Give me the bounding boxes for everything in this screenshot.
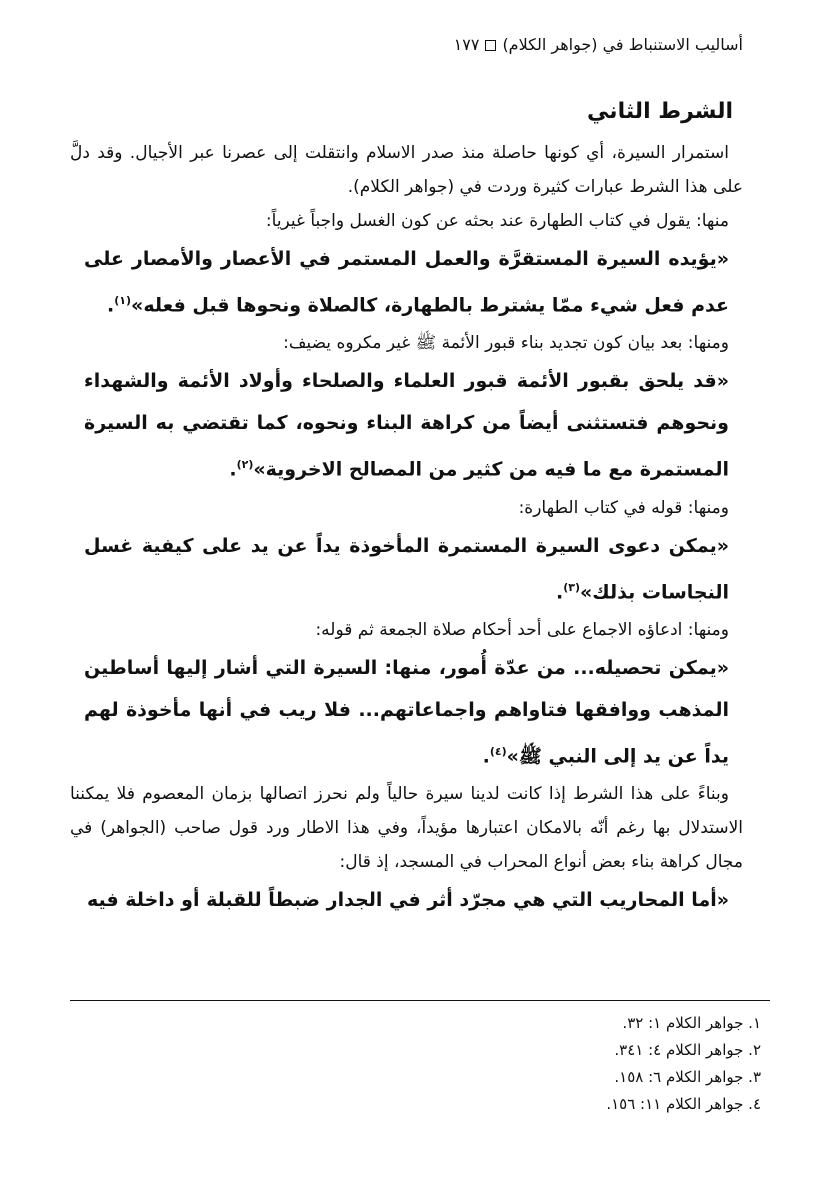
quote-1-text: «يؤيده السيرة المستقرَّة والعمل المستمر في الأعصار والأمصار على عدم فعل شيء ممّا يشترط بالطهارة، كالصلاة ونحوها قبل فعله» xyxy=(84,248,729,317)
quote-3: «يمكن دعوى السيرة المستمرة المأخوذة يداً عن يد على كيفية غسل النجاسات بذلك»$^{(٣)}$. xyxy=(84,534,729,603)
footnote-3: ٣. جواهر الكلام ٦: ١٥٨. xyxy=(614,1068,761,1086)
quote-1: «يؤيده السيرة المستقرَّة والعمل المستمر في الأعصار والأمصار على عدم فعل شيء ممّا يشترط بالطهارة، كالصلاة ونحوها قبل فعله»$^{(١)}$. xyxy=(84,248,729,317)
square-separator-icon xyxy=(485,40,496,51)
footnote-4: ٤. جواهر الكلام ١١: ١٥٦. xyxy=(606,1095,761,1113)
footnote-ref-3: (٣) xyxy=(563,580,581,594)
paragraph-example-1: منها: يقول في كتاب الطهارة عند بحثه عن كون الغسل واجباً غيرياً: xyxy=(265,211,729,231)
quote-5: «أما المحاريب التي هي مجرّد أثر في الجدار ضبطاً للقبلة أو داخلة فيه xyxy=(86,889,729,912)
paragraph-intro: استمرار السيرة، أي كونها حاصلة منذ صدر الاسلام وانتقلت إلى عصرنا عبر الأجيال. وقد دلَّ على هذا الشرط عبارات كثيرة وردت في (جواهر الكلام). xyxy=(70,143,743,197)
paragraph-example-4: ومنها: ادعاؤه الاجماع على أحد أحكام صلاة الجمعة ثم قوله: xyxy=(315,619,729,640)
footnote-2: ٢. جواهر الكلام ٤: ٣٤١. xyxy=(614,1041,761,1059)
quote-4-text: «يمكن تحصيله... من عدّة أُمور، منها: السيرة التي أشار إليها أساطين المذهب ووافقها فتاواهم واجماعاتهم... فلا ريب في أنها مأخوذة لهم يداً عن يد إلى النبي ﷺ» xyxy=(84,656,729,768)
quote-2: «قد يلحق بقبور الأئمة قبور العلماء والصلحاء وأولاد الأئمة والشهداء ونحوهم فتستثنى أيضاً من كراهة البناء ونحوه، كما تقتضي به السيرة المستمرة مع ما فيه من كثير من المصالح الاخروية»$^{(٢)}$. xyxy=(84,370,729,481)
paragraph-example-2: ومنها: بعد بيان كون تجديد بناء قبور الأئمة ﷺ غير مكروه يضيف: xyxy=(283,333,729,354)
footnote-ref-4: (٤) xyxy=(489,744,507,758)
footnotes xyxy=(200,1010,761,1118)
footnote-divider xyxy=(70,1000,770,1001)
footnote-1: ١. جواهر الكلام ١: ٣٢. xyxy=(622,1014,761,1032)
page-number: ١٧٧ xyxy=(453,35,480,54)
section-heading: الشرط الثاني xyxy=(587,99,733,124)
footnote-ref-2: (٢) xyxy=(236,458,254,472)
paragraph-example-3: ومنها: قوله في كتاب الطهارة: xyxy=(518,497,729,518)
running-header xyxy=(40,34,743,56)
running-header-title: أساليب الاستنباط في (جواهر الكلام) xyxy=(502,35,743,54)
quote-4: «يمكن تحصيله... من عدّة أُمور، منها: السيرة التي أشار إليها أساطين المذهب ووافقها فتاواهم واجماعاتهم... فلا ريب في أنها مأخوذة لهم يداً عن يد إلى النبي ﷺ»$^{(٤)}$. xyxy=(84,656,729,768)
quote-3-text: «يمكن دعوى السيرة المستمرة المأخوذة يداً عن يد على كيفية غسل النجاسات بذلك» xyxy=(84,534,729,603)
paragraph-conclusion: وبناءً على هذا الشرط إذا كانت لدينا سيرة حالياً ولم نحرز اتصالها بزمان المعصوم فلا يمكننا الاستدلال بها رغم أنّه بالامكان اعتبارها مؤيداً، وفي هذا الاطار ورد قول صاحب (الجواهر) في مجال كراهة بناء بعض أنواع المحراب في المسجد، إذ قال: xyxy=(70,784,743,873)
page-body xyxy=(70,92,743,921)
footnote-ref-1: (١) xyxy=(114,294,132,307)
quote-2-text: «قد يلحق بقبور الأئمة قبور العلماء والصلحاء وأولاد الأئمة والشهداء ونحوهم فتستثنى أيضاً من كراهة البناء ونحوه، كما تقتضي به السيرة المستمرة مع ما فيه من كثير من المصالح الاخروية» xyxy=(84,370,729,481)
